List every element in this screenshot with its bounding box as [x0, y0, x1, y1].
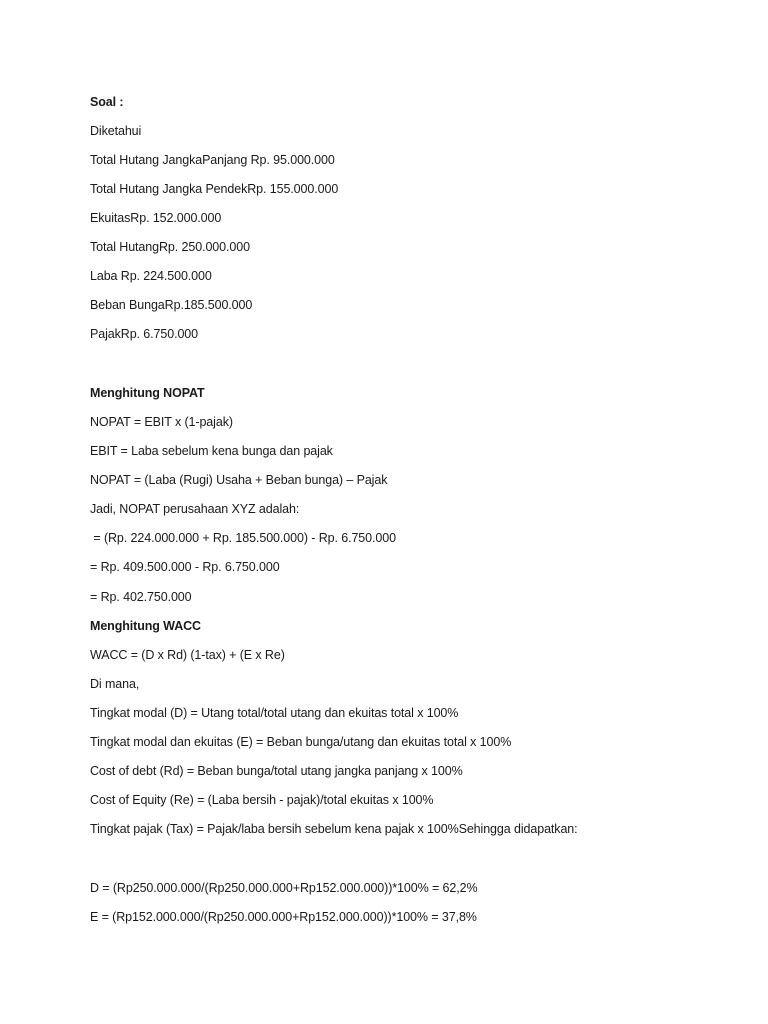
text-line: Total HutangRp. 250.000.000	[90, 240, 250, 254]
text-line: EkuitasRp. 152.000.000	[90, 211, 222, 225]
text-line: Cost of debt (Rd) = Beban bunga/total utang jangka panjang x 100%	[90, 764, 463, 778]
text-line: = Rp. 409.500.000 - Rp. 6.750.000	[90, 560, 280, 574]
text-line: PajakRp. 6.750.000	[90, 327, 199, 341]
text-line: Tingkat pajak (Tax) = Pajak/laba bersih sebelum kena pajak x 100%Sehingga didapatkan:	[90, 822, 578, 836]
text-line: EBIT = Laba sebelum kena bunga dan pajak	[90, 444, 333, 458]
text-line: = (Rp. 224.000.000 + Rp. 185.500.000) - Rp. 6.750.000	[90, 531, 396, 545]
heading-soal: Soal :	[90, 95, 124, 109]
text-line: NOPAT = (Laba (Rugi) Usaha + Beban bunga) – Pajak	[90, 473, 388, 487]
text-line: Diketahui	[90, 124, 142, 138]
text-line: Total Hutang JangkaPanjang Rp. 95.000.000	[90, 153, 335, 167]
heading-wacc: Menghitung WACC	[90, 619, 201, 633]
text-line: Total Hutang Jangka PendekRp. 155.000.000	[90, 182, 339, 196]
text-line: Di mana,	[90, 677, 140, 691]
text-line: NOPAT = EBIT x (1-pajak)	[90, 415, 233, 429]
text-line: Beban BungaRp.185.500.000	[90, 298, 253, 312]
text-line: Jadi, NOPAT perusahaan XYZ adalah:	[90, 502, 300, 516]
text-line: Cost of Equity (Re) = (Laba bersih - pajak)/total ekuitas x 100%	[90, 793, 434, 807]
text-line: Tingkat modal dan ekuitas (E) = Beban bunga/utang dan ekuitas total x 100%	[90, 735, 512, 749]
text-line: Tingkat modal (D) = Utang total/total utang dan ekuitas total x 100%	[90, 706, 459, 720]
text-line: Laba Rp. 224.500.000	[90, 269, 212, 283]
text-line: D = (Rp250.000.000/(Rp250.000.000+Rp152.000.000))*100% = 62,2%	[90, 881, 478, 895]
text-line: E = (Rp152.000.000/(Rp250.000.000+Rp152.000.000))*100% = 37,8%	[90, 910, 477, 924]
text-line: WACC = (D x Rd) (1-tax) + (E x Re)	[90, 648, 285, 662]
heading-nopat: Menghitung NOPAT	[90, 386, 205, 400]
text-line: = Rp. 402.750.000	[90, 590, 192, 604]
